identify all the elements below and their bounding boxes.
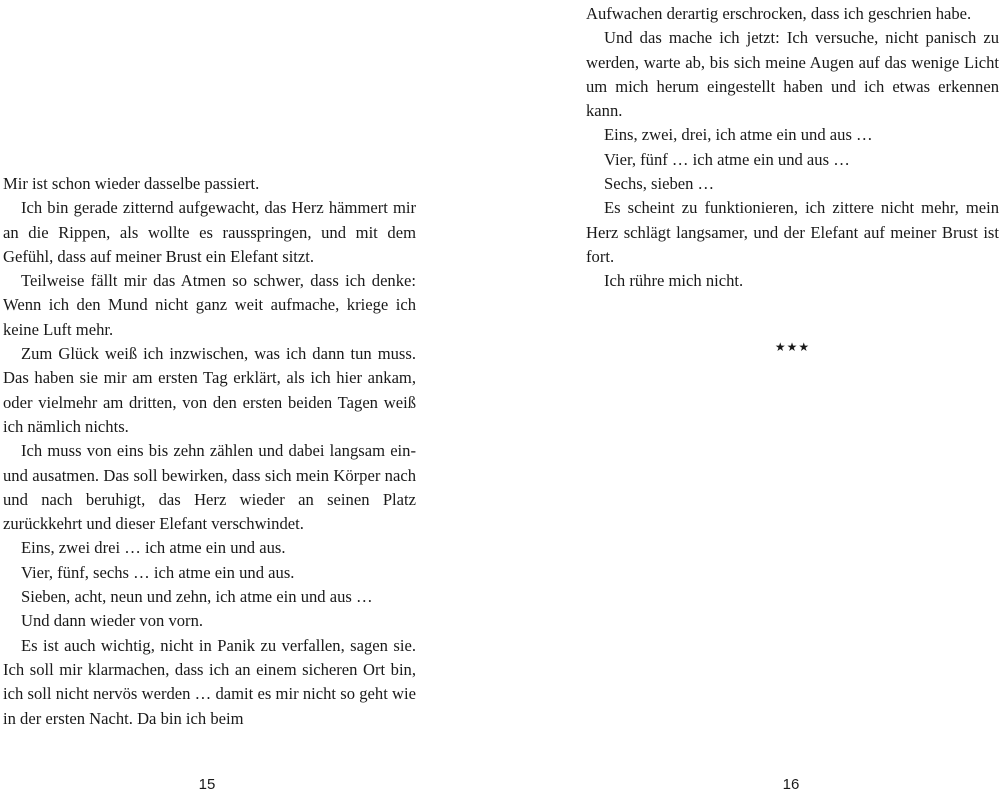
left-page-text xyxy=(3,172,416,731)
paragraph: Es scheint zu funktionieren, ich zittere nicht mehr, mein Herz schlägt langsamer, und der Elefant auf meiner Brust ist fort. xyxy=(586,198,999,266)
paragraph: Eins, zwei drei … ich atme ein und aus. xyxy=(21,538,286,558)
paragraph: Teilweise fällt mir das Atmen so schwer, dass ich denke: Wenn ich den Mund nicht ganz weit aufmache, kriege ich keine Luft mehr. xyxy=(3,271,416,339)
paragraph: Aufwachen derartig erschrocken, dass ich geschrien habe. xyxy=(586,4,972,23)
right-page xyxy=(500,0,1000,800)
paragraph: Es ist auch wichtig, nicht in Panik zu verfallen, sagen sie. Ich soll mir klarmachen, dass ich an einem sicheren Ort bin, ich soll nicht nervös werden … damit es mir nicht so geht wie in der ersten Nacht. Da bin ich beim xyxy=(3,635,416,728)
paragraph: Und das mache ich jetzt: Ich versuche, nicht panisch zu werden, warte ab, bis sich meine Augen auf das wenige Licht um mich herum eingestellt haben und ich etwas erkennen kann. xyxy=(586,28,999,121)
paragraph: Vier, fünf, sechs … ich atme ein und aus. xyxy=(21,562,295,582)
paragraph: Ich rühre mich nicht. xyxy=(604,271,744,291)
section-separator: ★★★ xyxy=(774,340,811,354)
page-number-left: 15 xyxy=(198,776,216,793)
paragraph: Und dann wieder von vorn. xyxy=(21,611,204,631)
paragraph: Mir ist schon wieder dasselbe passiert. xyxy=(3,174,260,193)
paragraph: Ich muss von eins bis zehn zählen und dabei langsam ein- und ausatmen. Das soll bewirken, dass sich mein Körper nach und nach beruhigt, das Herz wieder an seinen Platz zurückkehrt und dieser Elefant verschwindet. xyxy=(3,441,416,534)
right-page-text xyxy=(586,2,999,294)
page-number-right: 16 xyxy=(782,776,800,793)
paragraph: Ich bin gerade zitternd aufgewacht, das Herz hämmert mir an die Rippen, als wollte es rausspringen, und mit dem Gefühl, dass auf meiner Brust ein Elefant sitzt. xyxy=(3,198,416,266)
paragraph: Sieben, acht, neun und zehn, ich atme ein und aus … xyxy=(21,587,373,607)
paragraph: Eins, zwei, drei, ich atme ein und aus … xyxy=(604,125,873,145)
paragraph: Vier, fünf … ich atme ein und aus … xyxy=(604,149,850,169)
paragraph: Sechs, sieben … xyxy=(604,174,715,194)
paragraph: Zum Glück weiß ich inzwischen, was ich dann tun muss. Das haben sie mir am ersten Tag erklärt, als ich hier ankam, oder vielmehr am dritten, von den ersten beiden Tagen weiß ich nämlich nichts. xyxy=(3,344,416,436)
